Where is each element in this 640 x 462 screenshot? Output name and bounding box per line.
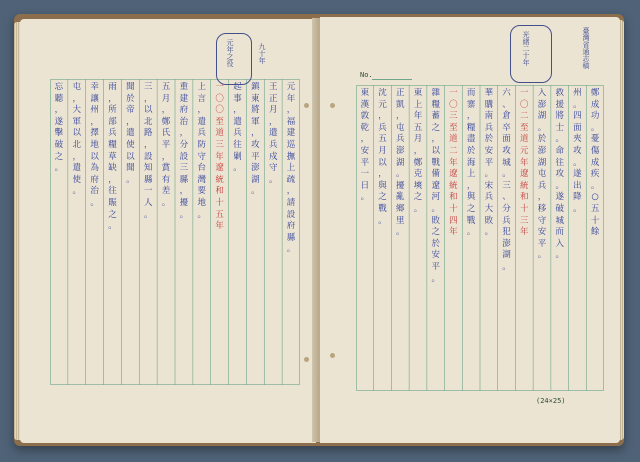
text-column: 三 ， 以 北 路 ， 設 知 縣 一 人 。: [143, 82, 153, 220]
right-margin-title: 臺灣省通志稿: [582, 27, 590, 69]
text-column: 雨 ， 所 部 兵 糧 草 缺 ， 往 賑 之 。: [108, 82, 117, 232]
right-page: [320, 17, 620, 443]
text-column: 一 〇 二 至 道 元 年 遼 統 和 十 三 年: [520, 88, 529, 238]
right-margin-bubble-note: 光緒二十年: [522, 31, 530, 66]
text-column: 入 澎 湖 。 於 澎 湖 屯 兵 ， 移 守 安 平 。: [537, 88, 547, 261]
binding-hole: [304, 103, 309, 108]
text-column: 東 漢 敦 乾 ， 安 平 一 日 。: [360, 88, 370, 203]
text-column: 州 。 四 面 夾 攻 。 遂 出 降 。: [573, 88, 582, 214]
text-column: 一 〇 三 至 道 二 年 遼 統 和 十 四 年: [449, 88, 458, 238]
text-column: 鎮 東 將 軍 ， 攻 平 澎 湖 。: [251, 82, 260, 197]
left-margin-label: 九十年: [258, 43, 266, 64]
text-column: 雜 糧 蓄 之 ， 以 戰 備 遼 河 。 敗 之 於 安 平 。: [431, 88, 440, 284]
left-margin-note: 元年之役: [226, 39, 234, 67]
left-page: [20, 19, 316, 443]
binding-hole: [330, 353, 335, 358]
grid-size-label: (24×25): [536, 397, 566, 405]
text-column: 重 建 府 治 ， 分 設 三 縣 ， 擾 。: [179, 82, 189, 220]
text-column: 上 言 ， 遣 兵 防 守 台 灣 要 地 。: [197, 82, 207, 220]
text-column: 忘 聽 ， 遂 擊 破 之 。: [54, 82, 64, 174]
text-column: 五 月 ， 鄭 氏 平 ， 賞 有 差 。: [161, 82, 171, 208]
text-column: 而 寨 ， 糧 盡 於 海 上 ， 與 之 戰 。: [466, 88, 476, 238]
book-cover: [14, 14, 624, 446]
left-margin-bubble: [216, 33, 252, 85]
text-column: 六 、 倉 卒 面 攻 城 。 三 、 分 兵 犯 澎 湖 。: [502, 88, 511, 272]
text-column: 華 購 南 兵 於 安 平 。 宋 兵 大 敗 。: [484, 88, 494, 238]
text-column: 聞 於 帝 ， 遣 使 以 聞 。: [126, 82, 135, 185]
text-column: 正 凱 ， 屯 兵 澎 湖 。 擾 亂 鄉 里 。: [396, 88, 405, 238]
text-column: 幸 讓 州 ， 擇 地 以 為 府 治 。: [90, 82, 99, 208]
text-column: 一 〇 〇 至 道 三 年 遼 統 和 十 五 年: [215, 82, 224, 232]
text-column: 沈 元 ， 兵 五 月 以 ， 與 之 戰 。: [378, 88, 387, 226]
text-column: 起 事 ， 遣 兵 往 剿 。: [233, 82, 242, 174]
text-column: 王 正 月 ， 遣 兵 戍 守 。: [268, 82, 278, 185]
binding-hole: [330, 103, 335, 108]
text-column: 鄭 成 功 。 憂 傷 成 疾 。 ○ 五 十 餘: [590, 88, 600, 238]
text-column: 東 上 年 五 月 ， 鄭 克 塽 之 。: [413, 88, 423, 214]
text-column: 元 年 ， 福 建 巡 撫 上 疏 ， 請 設 府 縣 。: [286, 82, 296, 255]
binding-hole: [304, 357, 309, 362]
text-column: 救 援 將 士 。 命 往 攻 。 遂 破 城 而 入 。: [555, 88, 564, 261]
right-margin-bubble: [510, 25, 552, 83]
page-number-line: [372, 79, 412, 80]
text-column: 屯 ， 大 軍 以 北 ， 遣 使 。: [72, 82, 82, 197]
page-number-label: No.: [360, 71, 373, 79]
